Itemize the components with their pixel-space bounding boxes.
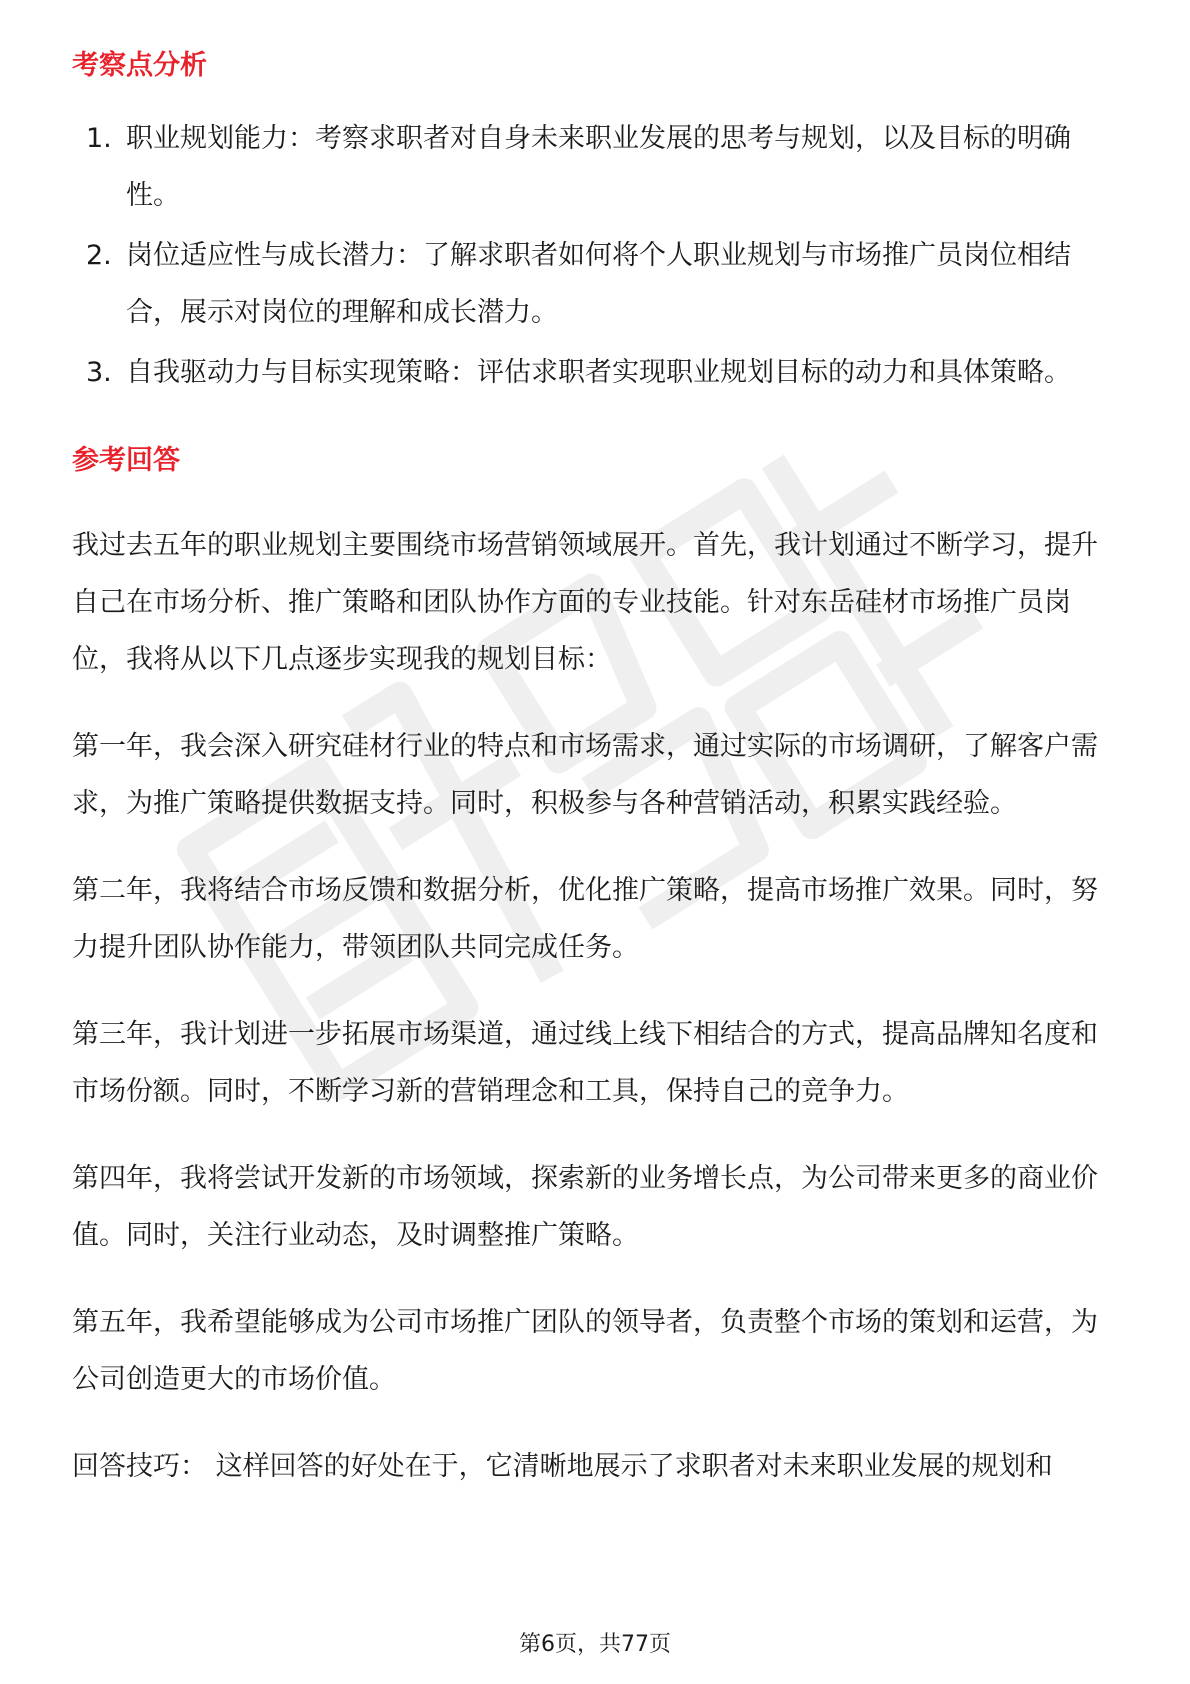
list-item-number: 2. [86, 240, 112, 271]
list-item-number: 3. [86, 357, 112, 388]
list-item-number: 1. [86, 123, 112, 154]
answer-paragraph-year-2: 第二年，我将结合市场反馈和数据分析，优化推广策略，提高市场推广效果。同时，努力提升团队协作能力，带领团队共同完成任务。 [72, 875, 1098, 963]
list-item [72, 110, 1122, 224]
answer-paragraph-year-3: 第三年，我计划进一步拓展市场渠道，通过线上线下相结合的方式，提高品牌知名度和市场份额。同时，不断学习新的营销理念和工具，保持自己的竞争力。 [72, 1019, 1098, 1107]
list-item-text: 职业规划能力：考察求职者对自身未来职业发展的思考与规划，以及目标的明确性。 [126, 123, 1071, 211]
list-item [72, 227, 1122, 341]
page-content [72, 46, 1122, 1525]
analysis-point-list [72, 110, 1122, 401]
answer-paragraph-intro: 我过去五年的职业规划主要围绕市场营销领域展开。首先，我计划通过不断学习，提升自己在市场分析、推广策略和团队协作方面的专业技能。针对东岳硅材市场推广员岗位，我将从以下几点逐步实现我的规划目标： [72, 530, 1098, 675]
answer-paragraph-year-1: 第一年，我会深入研究硅材行业的特点和市场需求，通过实际的市场调研，了解客户需求，为推广策略提供数据支持。同时，积极参与各种营销活动，积累实践经验。 [72, 731, 1098, 819]
answer-tips-paragraph: 回答技巧： 这样回答的好处在于，它清晰地展示了求职者对未来职业发展的规划和 [72, 1451, 1053, 1482]
list-item-text: 岗位适应性与成长潜力：了解求职者如何将个人职业规划与市场推广员岗位相结合，展示对岗位的理解和成长潜力。 [126, 240, 1071, 328]
section-title-analysis: 考察点分析 [72, 50, 207, 81]
section-title-reference-answer: 参考回答 [72, 445, 180, 476]
page-number-footer: 第6页，共77页 [519, 1632, 671, 1657]
answer-paragraph-year-4: 第四年，我将尝试开发新的市场领域，探索新的业务增长点，为公司带来更多的商业价值。同时，关注行业动态，及时调整推广策略。 [72, 1163, 1098, 1251]
list-item-text: 自我驱动力与目标实现策略：评估求职者实现职业规划目标的动力和具体策略。 [126, 357, 1071, 388]
list-item [72, 344, 1122, 401]
answer-paragraph-year-5: 第五年，我希望能够成为公司市场推广团队的领导者，负责整个市场的策划和运营，为公司创造更大的市场价值。 [72, 1307, 1098, 1395]
